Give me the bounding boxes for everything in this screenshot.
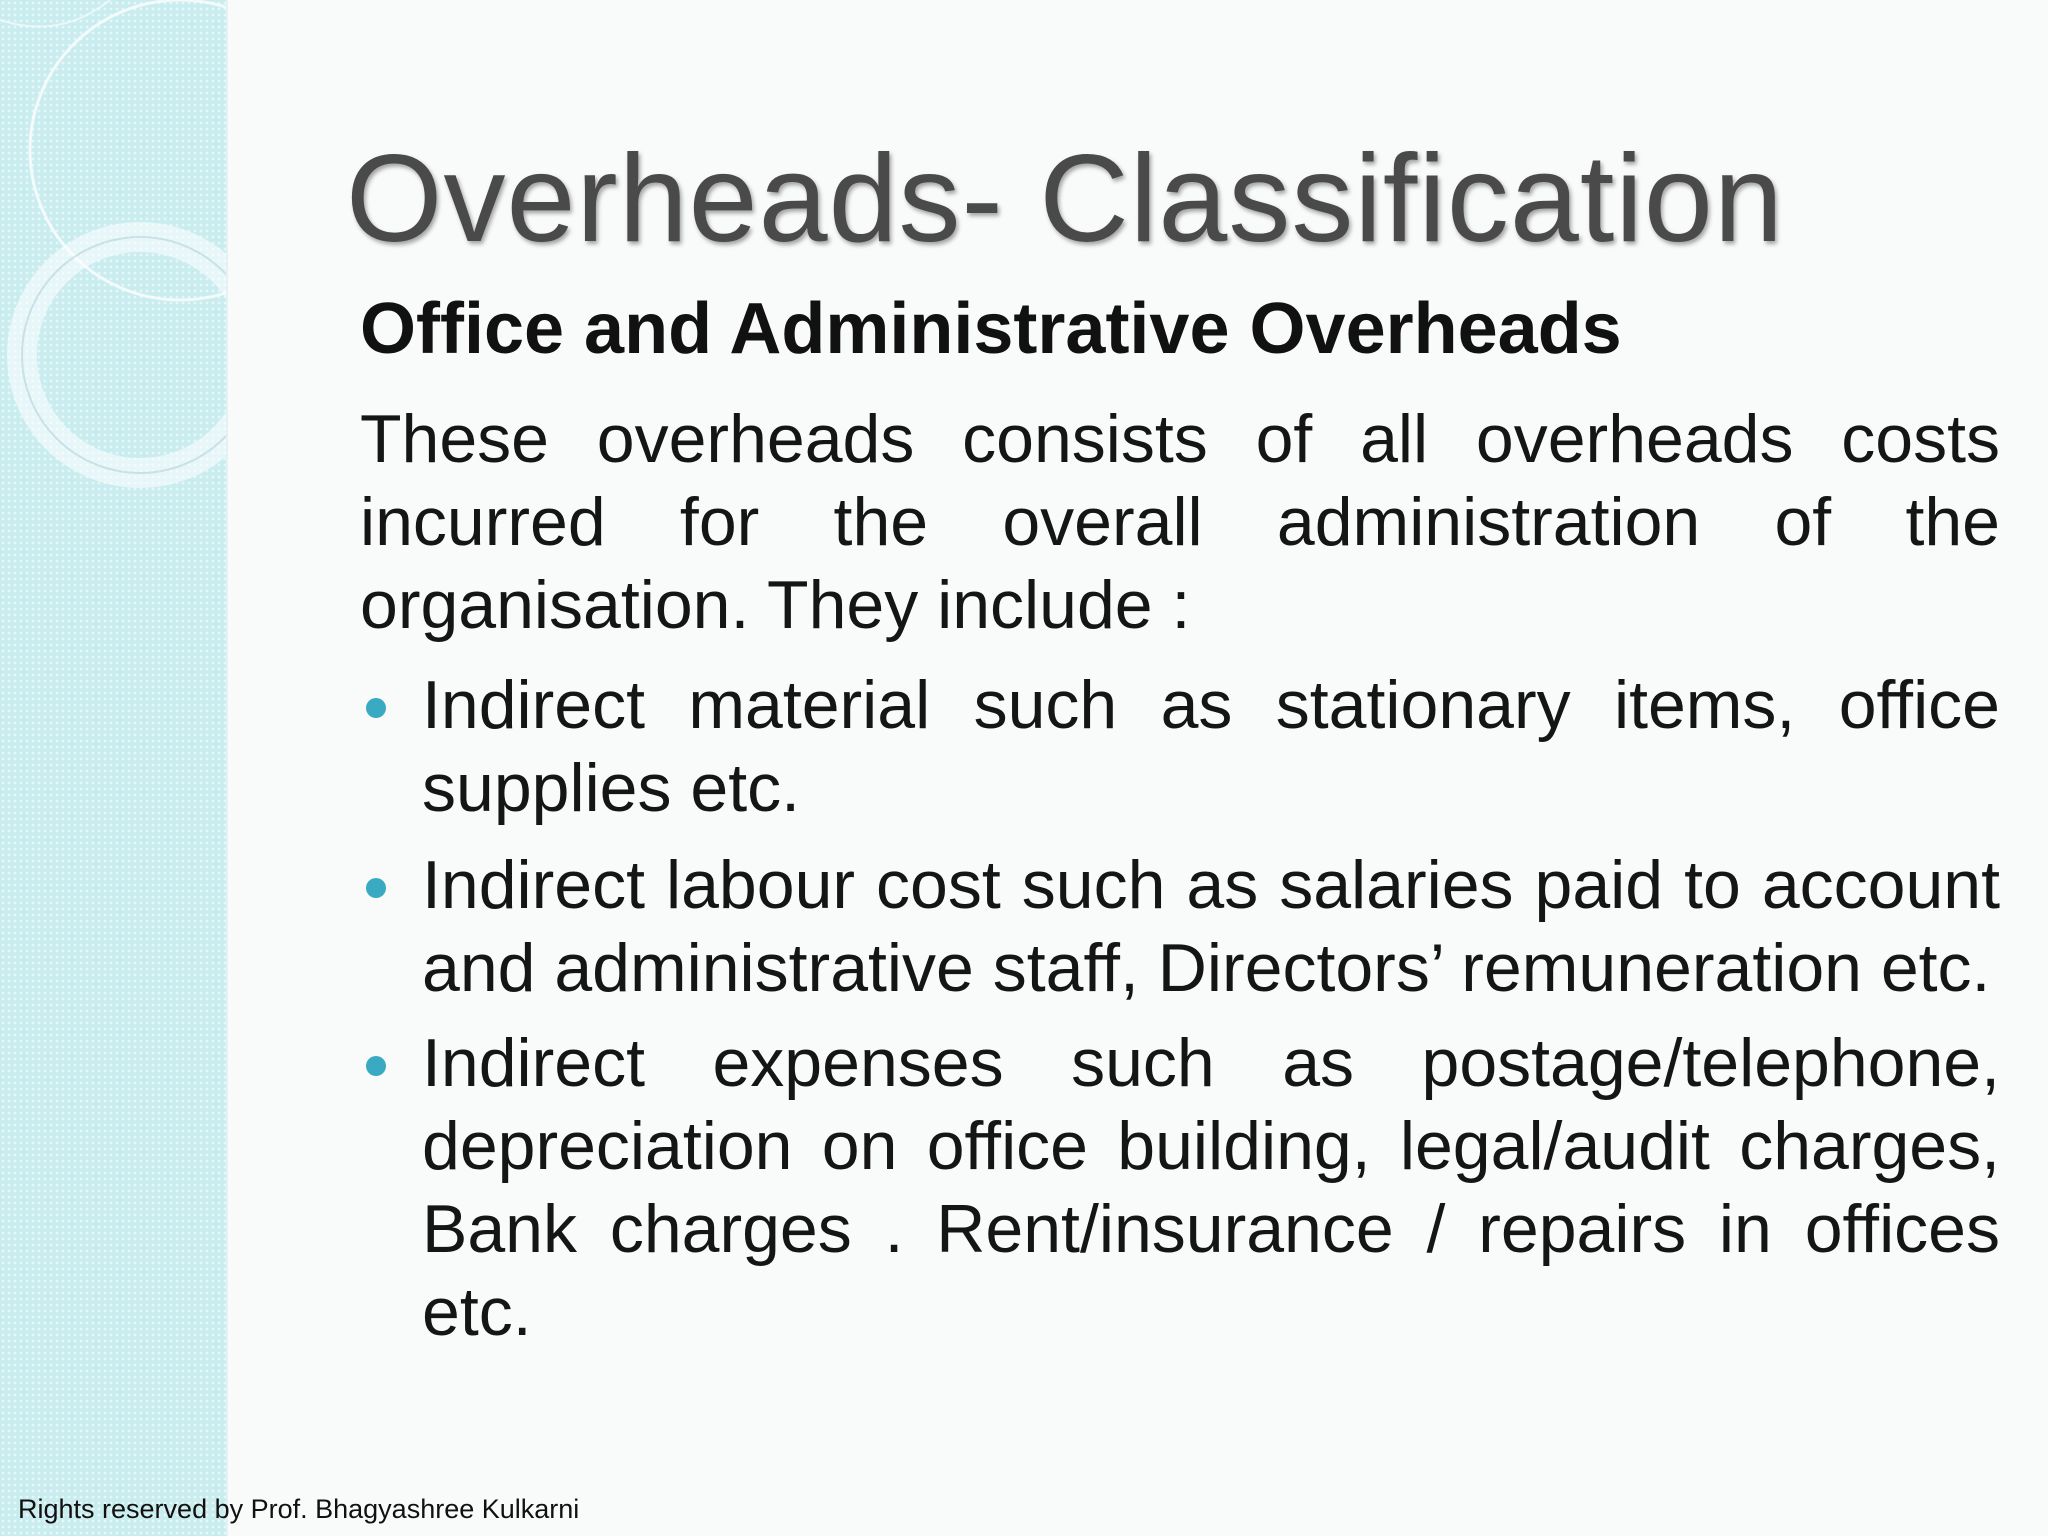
decorative-circles [0,0,226,1536]
bullet-text: Indirect labour cost such as salaries paid to account and administrative staff, Directors’ remuneration etc. [422,847,2000,1006]
bullet-list [360,664,2000,1368]
bullet-item [360,1022,2000,1354]
decorative-side-band [0,0,228,1536]
bullet-item [360,844,2000,1010]
slide-content [226,0,2048,1536]
bullet-dot-icon [366,698,386,718]
intro-paragraph: These overheads consists of all overheads costs incurred for the overall administration of the organisation. They include : [360,401,2000,643]
bullet-dot-icon [366,1056,386,1076]
slide-subtitle: Office and Administrative Overheads [360,289,1622,369]
bullet-item [360,664,2000,830]
copyright-footer: Rights reserved by Prof. Bhagyashree Kulkarni [18,1494,580,1524]
bullet-dot-icon [366,878,386,898]
slide-title: Overheads- Classification [346,130,1784,268]
bullet-text: Indirect material such as stationary items, office supplies etc. [422,667,2000,826]
bullet-text: Indirect expenses such as postage/telephone, depreciation on office building, legal/audit charges, Bank charges . Rent/insurance / repairs in offices etc. [422,1025,2000,1350]
